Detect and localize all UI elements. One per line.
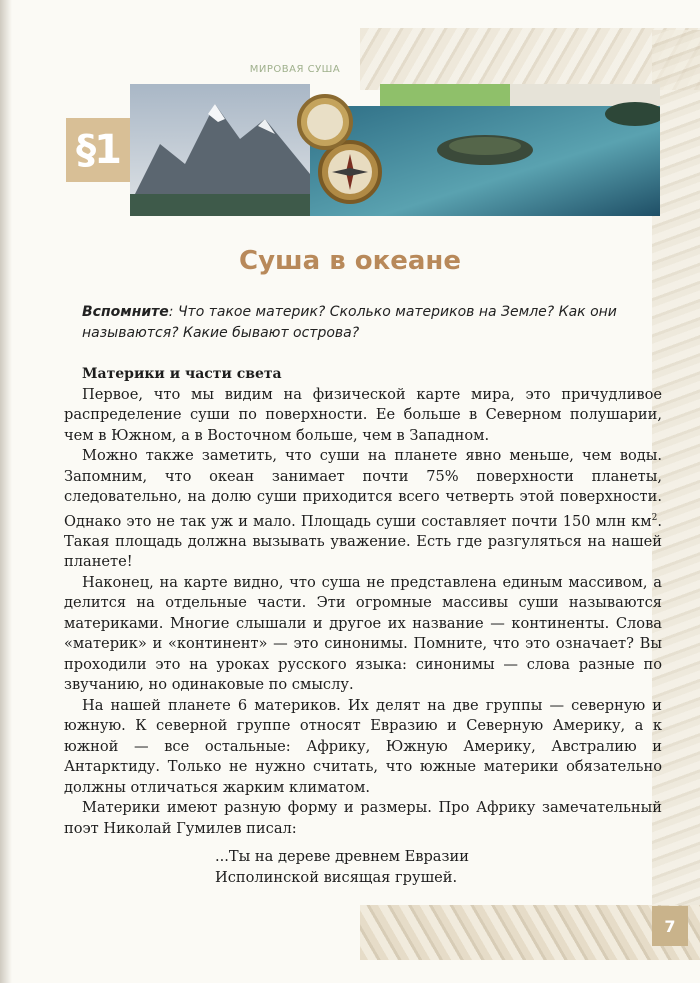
chapter-banner-image: [130, 84, 660, 216]
paragraph-2-tail: . Такая площадь должна вызывать уважение. Есть где разгуляться на нашей планете!: [64, 512, 662, 571]
paragraph-2-text: Можно также заметить, что суши на планете явно меньше, чем воды. Запомним, что океан занимает почти 75% поверхности планеты, следовательно, на долю суши приходится всего четверть этой поверхности. Однако это не так уж и мало. Площадь суши составляет почти 150 млн км: [64, 447, 662, 530]
remember-questions: : Что такое материк? Сколько материков на Земле? Как они называются? Какие бывают острова?: [82, 304, 617, 341]
paragraph-1: Первое, что мы видим на физической карте мира, это причудливое распределение суши по поверхности. Ее больше в Северном полушарии, чем в Южном, а в Восточном больше, чем в Западном.: [64, 385, 662, 444]
poem-line-2: Исполинской висящая грушей.: [215, 869, 458, 886]
remember-label: Вспомните: [82, 304, 169, 320]
paragraph-2: [64, 446, 662, 573]
area-superscript: 2: [651, 512, 658, 523]
paragraph-5: Материки имеют разную форму и размеры. Про Африку замечательный поэт Николай Гумилев писал:: [64, 799, 662, 837]
poem-quote: [215, 846, 535, 888]
paragraph-number: §1: [76, 127, 120, 173]
map-background-bottom: [360, 905, 700, 960]
paragraph-badge: [66, 118, 130, 182]
section-label: МИРОВАЯ СУША: [249, 64, 341, 75]
poem-line-1: ...Ты на дереве древнем Евразии: [215, 848, 469, 865]
paragraph-3: Наконец, на карте видно, что суша не представлена единым массивом, а делится на отдельные части. Эти огромные массивы суши называются материками. Многие слышали и другое их название — континенты. Слова «материк» и «континент» — это синонимы. Помните, что это означает? Вы проходили это на уроках русского языка: синонимы — слова разные по звучанию, но одинаковые по смыслу.: [64, 573, 662, 694]
paragraph-4: На нашей планете 6 материков. Их делят на две группы — северную и южную. К северной группе относят Евразию и Северную Америку, а к южной — все остальные: Африку, Южную Америку, Австралию и Антарктиду. Только не нужно считать, что южные материки обязательно должны отличаться жарким климатом.: [64, 696, 662, 796]
section-subheading: Материки и части света: [82, 366, 282, 382]
page-gutter-shadow: [0, 0, 12, 983]
page-number: 7: [652, 906, 688, 946]
main-text: [64, 364, 662, 839]
page-title: Суша в океане: [238, 246, 462, 276]
remember-block: [82, 302, 662, 344]
map-background-top: [360, 28, 700, 90]
